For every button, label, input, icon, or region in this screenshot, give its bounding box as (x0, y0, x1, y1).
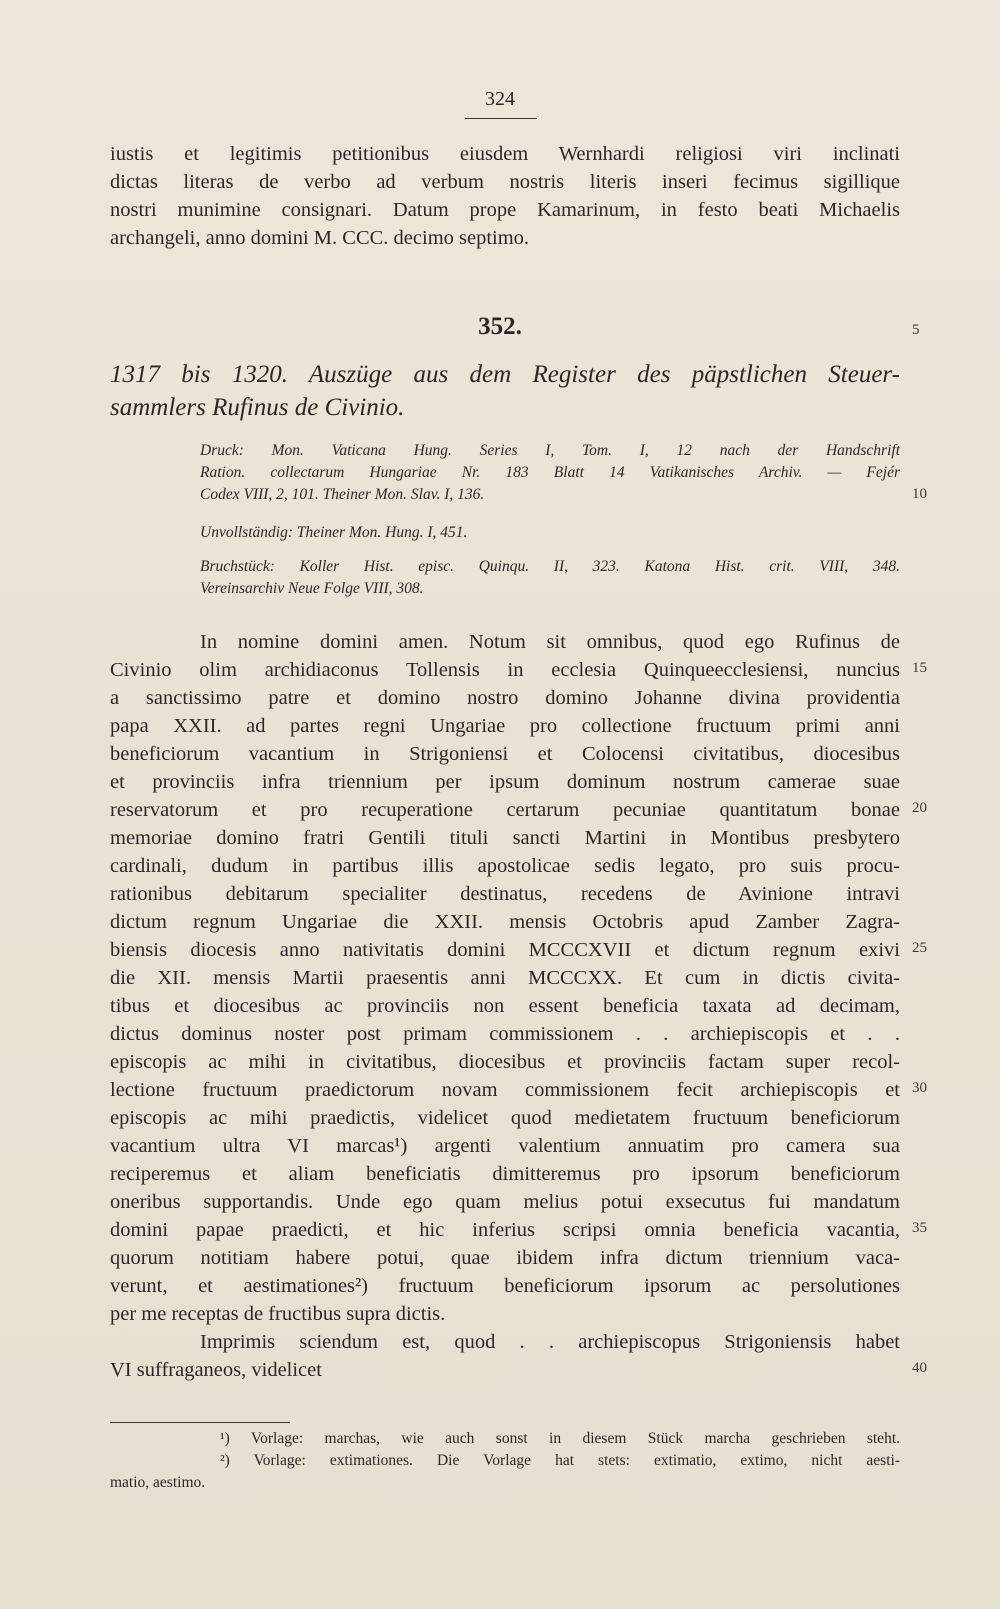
line-number: 30 (912, 1080, 927, 1096)
source-note-incomplete (200, 522, 900, 544)
text-line: dictas literas de verbo ad verbum nostris literis inseri fecimus sigillique (110, 171, 900, 193)
text-line: rationibus debitarum specialiter destinatus, recedens de Avinione intravi (110, 883, 900, 905)
line-number: 10 (912, 486, 927, 502)
source-note-fragment (200, 556, 900, 600)
text-line: In nomine domini amen. Notum sit omnibus, quod ego Rufinus de (200, 631, 900, 653)
footnote-line: ¹) Vorlage: marchas, wie auch sonst in diesem Stück marcha geschrieben steht. (220, 1430, 900, 1447)
note-line: Unvollständig: Theiner Mon. Hung. I, 451. (200, 524, 468, 541)
text-line: die XII. mensis Martii praesentis anni MCCCXX. Et cum in dictis civita- (110, 967, 900, 989)
text-line: VI suffraganeos, videlicet (110, 1359, 322, 1381)
text-line: verunt, et aestimationes²) fructuum beneficiorum ipsorum ac persolutiones (110, 1275, 900, 1297)
text-line: nostri munimine consignari. Datum prope Kamarinum, in festo beati Michaelis (110, 199, 900, 221)
line-number: 5 (912, 322, 920, 338)
note-line: Druck: Mon. Vaticana Hung. Series I, Tom. I, 12 nach der Handschrift (200, 442, 900, 459)
text-line: archangeli, anno domini M. CCC. decimo septimo. (110, 227, 530, 249)
text-line: biensis diocesis anno nativitatis domini MCCCXVII et dictum regnum exivi (110, 939, 900, 961)
text-line: reciperemus et aliam beneficiatis dimitteremus pro ipsorum beneficiorum (110, 1163, 900, 1185)
footnote-rule (110, 1422, 290, 1423)
text-line: et provinciis infra triennium per ipsum dominum nostrum camerae suae (110, 771, 900, 793)
text-line: episcopis ac mihi in civitatibus, diocesibus et provinciis factam super recol- (110, 1051, 900, 1073)
heading-line: sammlers Rufinus de Civinio. (110, 394, 405, 421)
main-text (110, 628, 900, 1384)
footnote-line: matio, aestimo. (110, 1474, 206, 1491)
text-line: vacantium ultra VI marcas¹) argenti valentium annuatim pro camera sua (110, 1135, 900, 1157)
text-line: memoriae domino fratri Gentili tituli sancti Martini in Montibus presbytero (110, 827, 900, 849)
source-note-print (200, 440, 900, 506)
text-line: papa XXII. ad partes regni Ungariae pro collectione fructuum primi anni (110, 715, 900, 737)
line-number: 25 (912, 940, 927, 956)
footnotes (110, 1428, 900, 1494)
text-line: reservatorum et pro recuperatione certarum pecuniae quantitatum bonae (110, 799, 900, 821)
text-line: oneribus supportandis. Unde ego quam melius potui exsecutus fui mandatum (110, 1191, 900, 1213)
text-line: iustis et legitimis petitionibus eiusdem Wernhardi religiosi viri inclinati (110, 143, 900, 165)
text-line: dictum regnum Ungariae die XXII. mensis Octobris apud Zamber Zagra- (110, 911, 900, 933)
text-line: domini papae praedicti, et hic inferius scripsi omnia beneficia vacantia, (110, 1219, 900, 1241)
text-line: Civinio olim archidiaconus Tollensis in ecclesia Quinqueecclesiensi, nuncius (110, 659, 900, 681)
footnote-line: ²) Vorlage: extimationes. Die Vorlage hat stets: extimatio, extimo, nicht aesti- (220, 1452, 900, 1469)
text-line: Imprimis sciendum est, quod . . archiepiscopus Strigoniensis habet (200, 1331, 900, 1353)
line-number: 40 (912, 1360, 927, 1376)
intro-paragraph (110, 140, 900, 252)
text-line: per me receptas de fructibus supra dictis. (110, 1303, 446, 1325)
text-line: beneficiorum vacantium in Strigoniensi et Colocensi civitatibus, diocesibus (110, 743, 900, 765)
line-number: 15 (912, 660, 927, 676)
line-number: 20 (912, 800, 927, 816)
heading-line: 1317 bis 1320. Auszüge aus dem Register des päpstlichen Steuer- (110, 361, 900, 388)
text-line: a sanctissimo patre et domino nostro domino Johanne divina providentia (110, 687, 900, 709)
text-line: quorum notitiam habere potui, quae ibidem infra dictum triennium vaca- (110, 1247, 900, 1269)
text-line: cardinali, dudum in partibus illis apostolicae sedis legato, pro suis procu- (110, 855, 900, 877)
text-line: dictus dominus noster post primam commissionem . . archiepiscopis et . . (110, 1023, 900, 1045)
note-line: Codex VIII, 2, 101. Theiner Mon. Slav. I, 136. (200, 486, 485, 503)
page-number: 324 (485, 88, 515, 110)
text-line: episcopis ac mihi praedictis, videlicet quod medietatem fructuum beneficiorum (110, 1107, 900, 1129)
note-line: Bruchstück: Koller Hist. episc. Quinqu. II, 323. Katona Hist. crit. VIII, 348. (200, 558, 900, 575)
text-line: tibus et diocesibus ac provinciis non essent beneficia taxata ad decimam, (110, 995, 900, 1017)
document-heading (110, 358, 900, 424)
page-number-rule (465, 118, 537, 119)
note-line: Vereinsarchiv Neue Folge VIII, 308. (200, 580, 424, 597)
text-line: lectione fructuum praedictorum novam commissionem fecit archiepiscopis et (110, 1079, 900, 1101)
note-line: Ration. collectarum Hungariae Nr. 183 Blatt 14 Vatikanisches Archiv. — Fejér (200, 464, 900, 481)
document-number: 352. (478, 313, 522, 340)
line-number: 35 (912, 1220, 927, 1236)
